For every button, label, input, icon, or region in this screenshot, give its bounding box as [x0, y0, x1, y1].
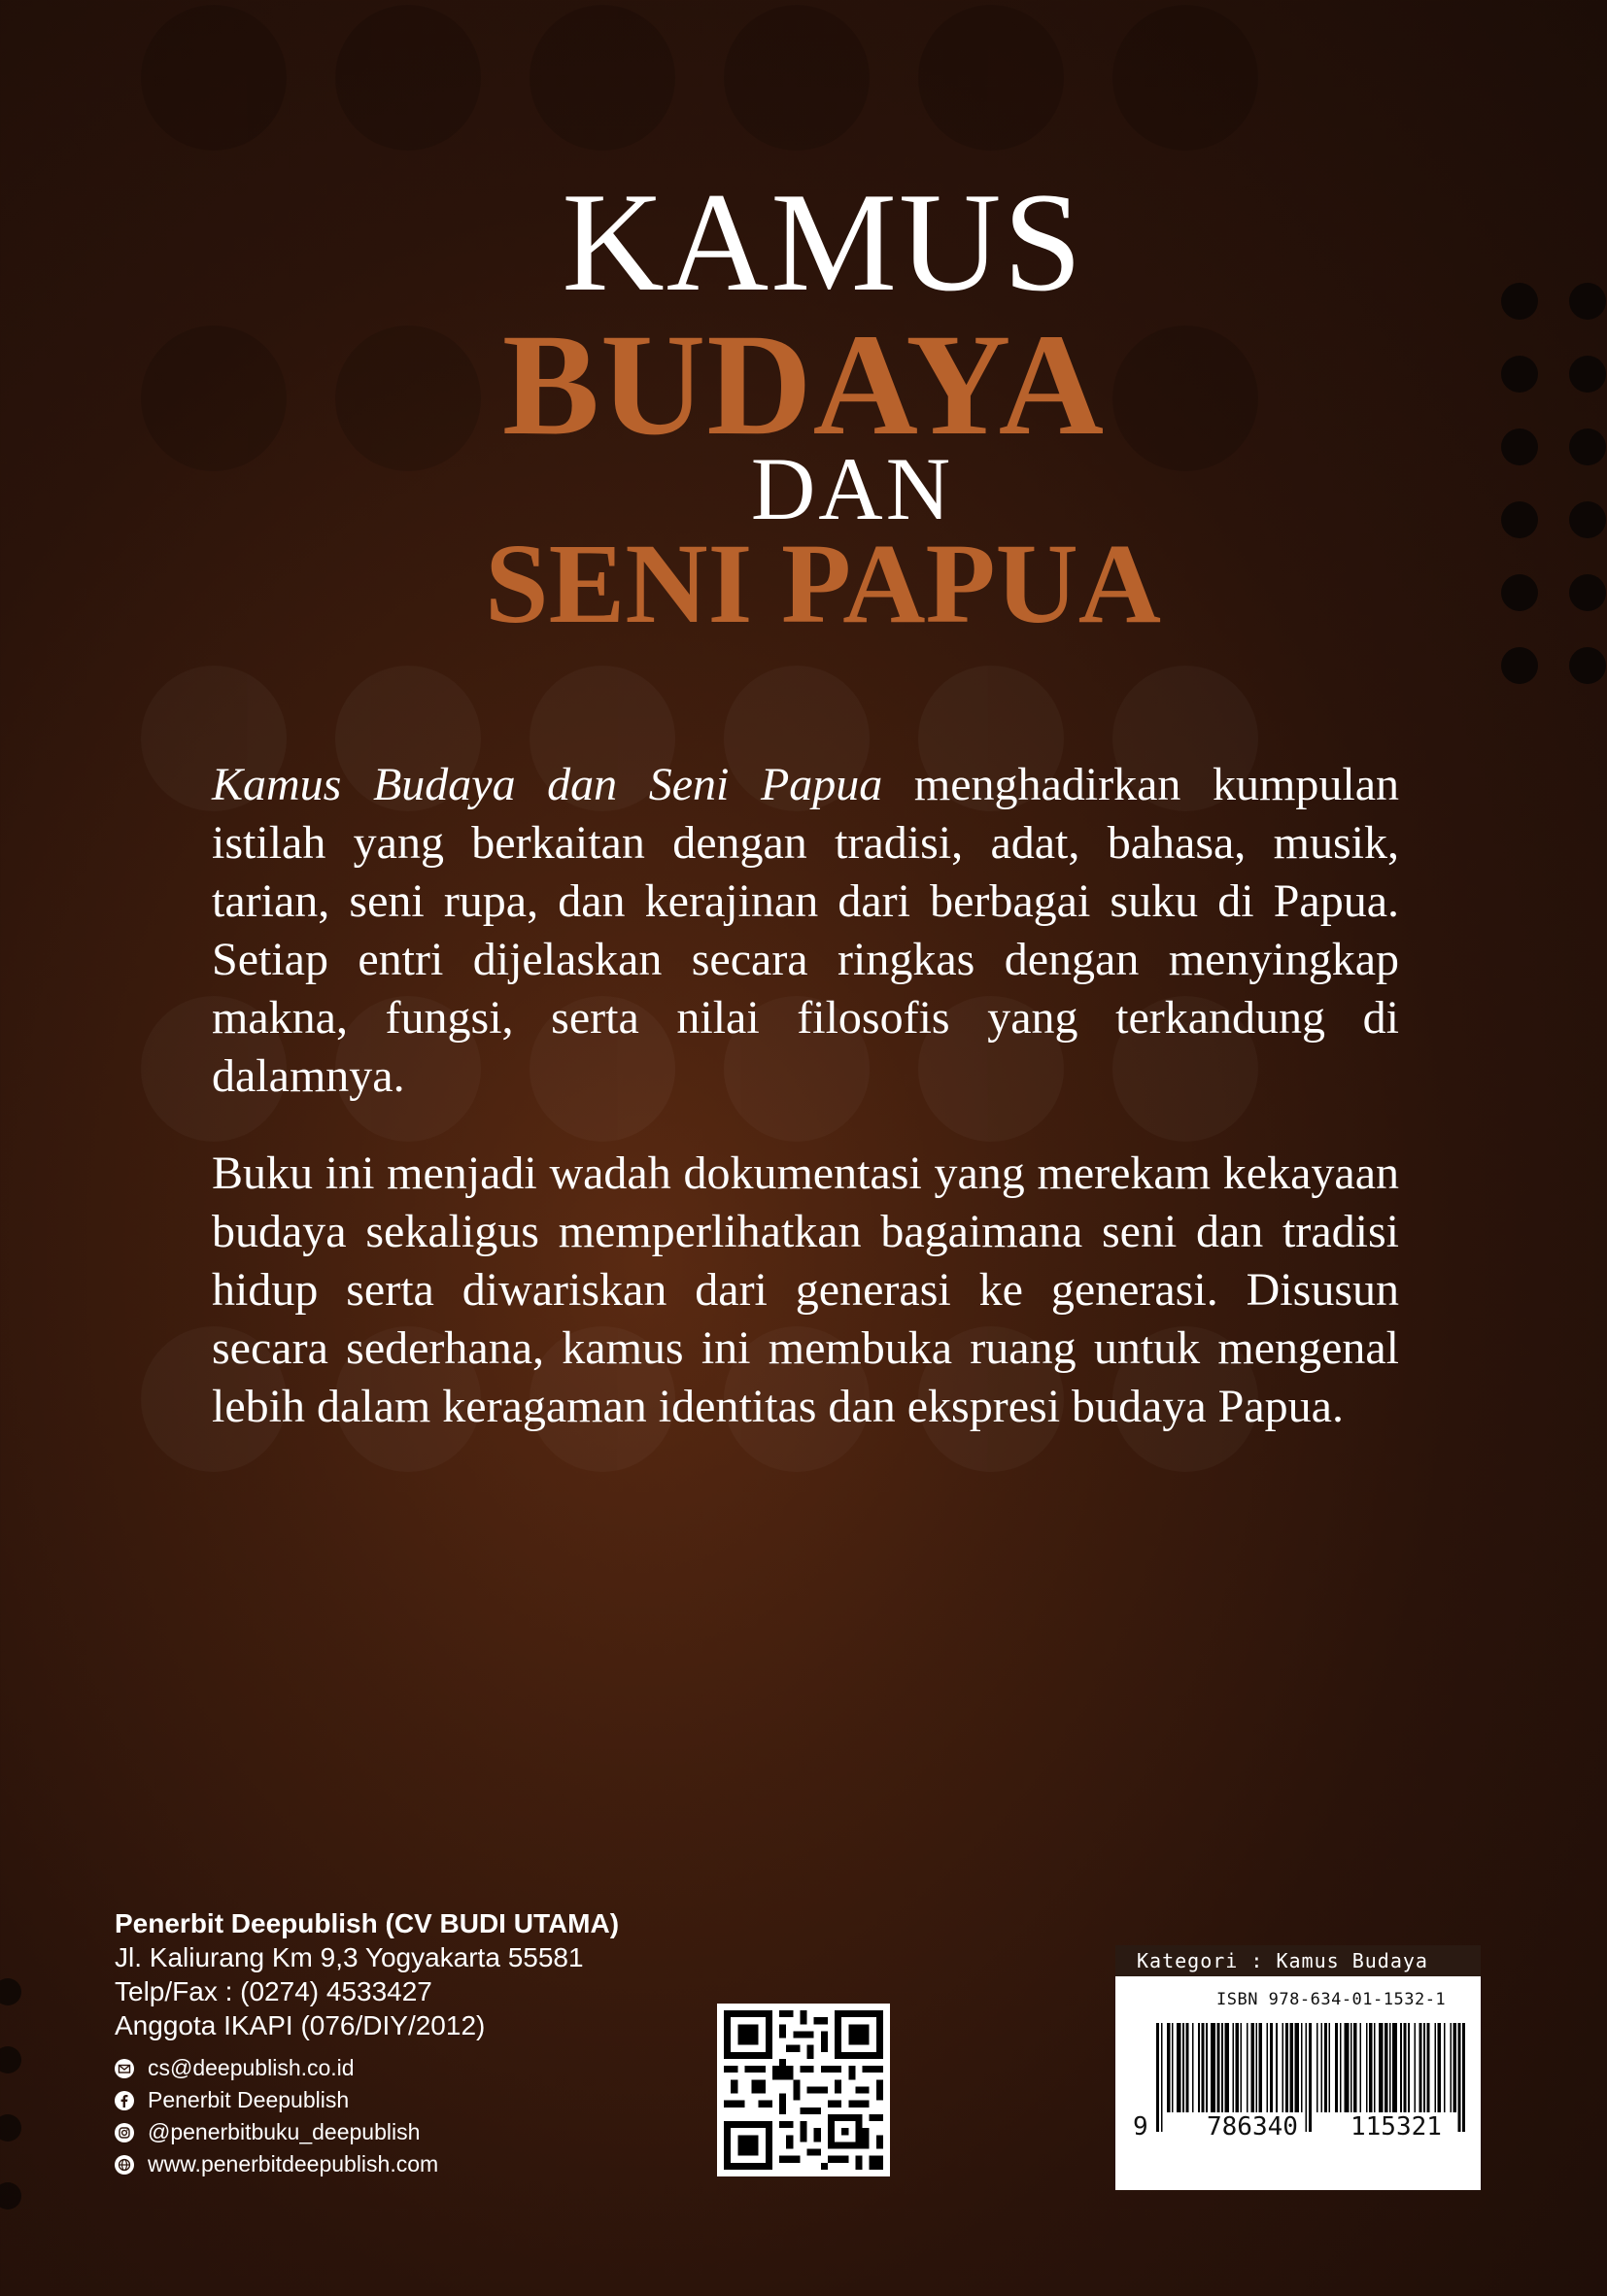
- publisher-ikapi: Anggota IKAPI (076/DIY/2012): [115, 2010, 486, 2040]
- barcode-bar: [1462, 2023, 1465, 2132]
- instagram-icon: [115, 2123, 134, 2142]
- globe-icon: [115, 2155, 134, 2175]
- barcode-bar: [1444, 2023, 1446, 2112]
- barcode-bar: [1285, 2023, 1288, 2112]
- barcode-digits-right: 115321: [1345, 2112, 1448, 2142]
- barcode-bar: [1351, 2023, 1352, 2112]
- barcode-bar: [1221, 2023, 1223, 2112]
- barcode-bar: [1419, 2023, 1421, 2112]
- barcode-bar: [1255, 2023, 1257, 2112]
- barcode-digit-first: 9: [1133, 2112, 1148, 2142]
- isbn-barcode-box: [1115, 1945, 1481, 2190]
- barcode-bar: [1247, 2023, 1248, 2112]
- barcode-bar: [1389, 2023, 1391, 2112]
- barcode-bar: [1335, 2023, 1338, 2112]
- barcode-bar: [1185, 2023, 1188, 2112]
- barcode-bar: [1423, 2023, 1425, 2112]
- barcode-digits-left: 786340: [1201, 2112, 1304, 2142]
- barcode-bar: [1240, 2023, 1242, 2112]
- barcode-bar: [1340, 2023, 1342, 2112]
- barcode-bar: [1385, 2023, 1387, 2112]
- barcode-bar: [1216, 2023, 1219, 2112]
- blurb-paragraph-1-text: menghadirkan kumpulan istilah yang berkaitan dengan tradisi, adat, bahasa, musik, tarian, seni rupa, dan kerajinan dari berbagai suku di Papua. Setiap entri dijelaskan secara ringkas dengan menyingkap makna, fungsi, serta nilai filosofis yang terkandung di dalamnya.: [212, 759, 1399, 1102]
- dot-pattern-left: [0, 1972, 39, 2225]
- barcode-bar: [1236, 2023, 1239, 2112]
- title-budaya: BUDAYA: [501, 304, 1106, 465]
- category-label: Kategori : Kamus Budaya: [1115, 1945, 1481, 1976]
- book-title-italic: Kamus Budaya dan Seni Papua: [212, 759, 883, 810]
- barcode-bar: [1366, 2023, 1368, 2112]
- barcode-bar: [1198, 2023, 1200, 2112]
- title-kamus: KAMUS: [562, 163, 1084, 321]
- blurb-paragraph-2: Buku ini menjadi wadah dokumentasi yang merekam kekayaan budaya sekaligus memperlihatkan bagaimana seni dan tradisi hidup serta diwariskan dari generasi ke generasi. Disusun secara sederhana, kamus ini membuka ruang untuk mengenal lebih dalam keragaman identitas dan ekspresi budaya Papua.: [212, 1148, 1399, 1432]
- barcode-bar: [1457, 2023, 1460, 2132]
- publisher-address: Jl. Kaliurang Km 9,3 Yogyakarta 55581: [115, 1942, 584, 1972]
- barcode-bar: [1201, 2023, 1204, 2112]
- title-dan: DAN: [750, 439, 954, 538]
- barcode-bar: [1282, 2023, 1284, 2112]
- barcode-bar: [1259, 2023, 1262, 2112]
- barcode-bar: [1177, 2023, 1181, 2112]
- isbn-text: ISBN 978-634-01-1532-1: [1216, 1990, 1447, 2009]
- barcode-bar: [1438, 2023, 1441, 2112]
- barcode-bar: [1172, 2023, 1174, 2112]
- barcode-bar: [1374, 2023, 1376, 2112]
- title-seni-papua: SENI PAPUA: [484, 520, 1161, 647]
- barcode-bar: [1309, 2023, 1312, 2132]
- contact-instagram[interactable]: [115, 2116, 619, 2148]
- email-icon: [115, 2059, 134, 2078]
- barcode-bar: [1156, 2023, 1159, 2132]
- contact-website[interactable]: [115, 2148, 619, 2180]
- barcode-bar: [1360, 2023, 1362, 2112]
- barcode-bar: [1434, 2023, 1436, 2112]
- barcode-bar: [1353, 2023, 1356, 2112]
- barcode-bar: [1232, 2023, 1234, 2112]
- barcode-bar: [1453, 2023, 1456, 2112]
- website-text: www.penerbitdeepublish.com: [148, 2151, 439, 2176]
- barcode-bar: [1294, 2023, 1299, 2112]
- barcode-bar: [1403, 2023, 1406, 2112]
- barcode-bar: [1369, 2023, 1372, 2112]
- barcode-bar: [1392, 2023, 1397, 2112]
- blurb-paragraph-1: [212, 756, 1399, 1106]
- contact-email[interactable]: [115, 2052, 619, 2084]
- barcode-bar: [1316, 2023, 1318, 2112]
- barcode-bar: [1192, 2023, 1194, 2112]
- publisher-phone: Telp/Fax : (0274) 4533427: [115, 1976, 432, 2006]
- barcode-bar: [1167, 2023, 1170, 2112]
- qr-code-pattern: [717, 2004, 890, 2176]
- barcode-bar: [1329, 2023, 1331, 2112]
- barcode-bar: [1290, 2023, 1293, 2112]
- barcode-bar: [1182, 2023, 1184, 2112]
- publisher-info: [115, 1906, 619, 2180]
- barcode-bar: [1161, 2023, 1163, 2132]
- barcode-bar: [1301, 2023, 1303, 2112]
- barcode-bar: [1426, 2023, 1429, 2112]
- contact-facebook[interactable]: [115, 2084, 619, 2116]
- barcode-bar: [1267, 2023, 1269, 2112]
- barcode-bar: [1270, 2023, 1273, 2112]
- barcode-bar: [1224, 2023, 1229, 2112]
- facebook-text: Penerbit Deepublish: [148, 2087, 350, 2112]
- barcode-bar: [1379, 2023, 1384, 2112]
- publisher-name: Penerbit Deepublish (CV BUDI UTAMA): [115, 1908, 620, 1938]
- barcode-bar: [1400, 2023, 1402, 2112]
- barcode-bar: [1276, 2023, 1278, 2112]
- barcode-bar: [1450, 2023, 1452, 2112]
- barcode-bar: [1415, 2023, 1417, 2112]
- barcode-bar: [1321, 2023, 1323, 2112]
- barcode-bar: [1251, 2023, 1254, 2112]
- instagram-text: @penerbitbuku_deepublish: [148, 2119, 421, 2144]
- barcode-bar: [1408, 2023, 1410, 2112]
- barcode-bar: [1211, 2023, 1215, 2112]
- barcode-bar: [1324, 2023, 1327, 2112]
- email-text: cs@deepublish.co.id: [148, 2055, 355, 2080]
- qr-code: [717, 2004, 890, 2176]
- barcode-bar: [1345, 2023, 1350, 2112]
- barcode-bar: [1206, 2023, 1208, 2112]
- barcode-bar: [1306, 2023, 1308, 2132]
- facebook-icon: [115, 2091, 134, 2110]
